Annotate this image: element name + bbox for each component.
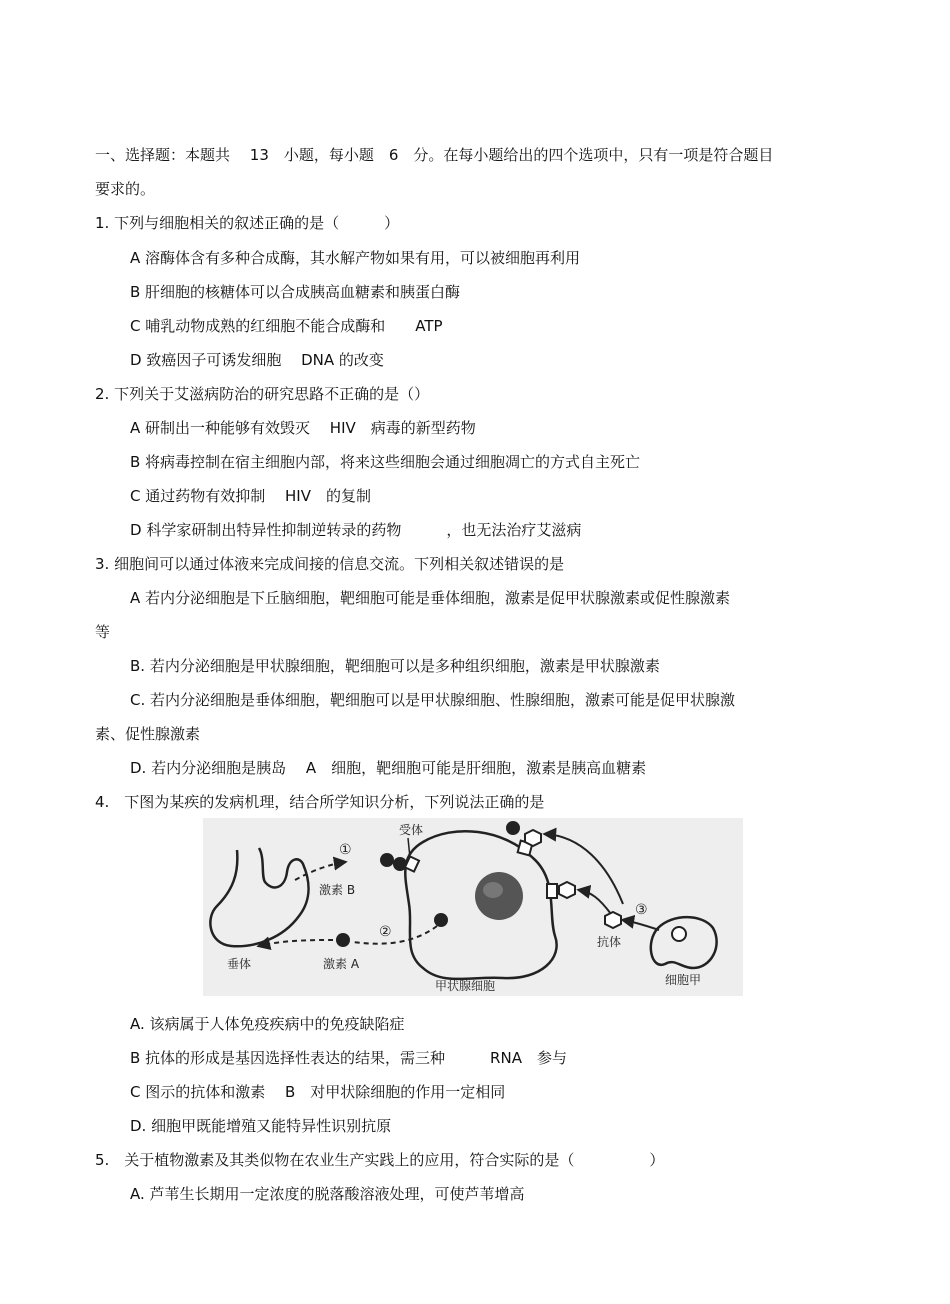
receptor-3 xyxy=(547,884,557,898)
q3-option-a-line1: A 若内分泌细胞是下丘脑细胞，靶细胞可能是垂体细胞，激素是促甲状腺激素或促性腺激素 xyxy=(130,589,731,607)
q2-option-b: B 将病毒控制在宿主细胞内部，将来这些细胞会通过细胞凋亡的方式自主死亡 xyxy=(130,453,641,471)
question-2-stem: 2. 下列关于艾滋病防治的研究思路不正确的是（） xyxy=(95,385,430,403)
hormone-dot-top xyxy=(506,821,520,835)
q1-option-c: C 哺乳动物成熟的红细胞不能合成酶和 ATP xyxy=(130,317,443,335)
q3-option-c-line1: C. 若内分泌细胞是垂体细胞，靶细胞可以是甲状腺细胞、性腺细胞，激素可能是促甲状腺激 xyxy=(130,691,736,709)
q1-option-d: D 致癌因子可诱发细胞 DNA 的改变 xyxy=(130,351,384,369)
label-thyroid: 甲状腺细胞 xyxy=(435,979,496,993)
q3-option-a-line2: 等 xyxy=(95,623,111,641)
q1-option-a: A 溶酶体含有多种合成酶，其水解产物如果有用，可以被细胞再利用 xyxy=(130,249,581,267)
hormone-b-dot-bound xyxy=(393,857,407,871)
label-step3: ③ xyxy=(635,902,648,918)
label-receptor: 受体 xyxy=(399,823,424,837)
section-heading-line2: 要求的。 xyxy=(95,180,156,198)
q3-option-d: D. 若内分泌细胞是胰岛 A 细胞，靶细胞可能是肝细胞，激素是胰高血糖素 xyxy=(130,759,647,777)
hormone-b-dot xyxy=(380,853,394,867)
question-1-stem: 1. 下列与细胞相关的叙述正确的是（ ） xyxy=(95,214,400,232)
q5-option-a: A. 芦苇生长期用一定浓度的脱落酸溶液处理，可使芦苇增高 xyxy=(130,1185,525,1203)
q2-option-c: C 通过药物有效抑制 HIV 的复制 xyxy=(130,487,371,505)
q4-option-d: D. 细胞甲既能增殖又能特异性识别抗原 xyxy=(130,1117,392,1135)
label-antibody: 抗体 xyxy=(597,935,622,949)
label-step1: ① xyxy=(339,842,352,858)
q4-option-c: C 图示的抗体和激素 B 对甲状除细胞的作用一定相同 xyxy=(130,1083,506,1101)
q2-option-d: D 科学家研制出特异性抑制逆转录的药物 ，也无法治疗艾滋病 xyxy=(130,521,582,539)
antigen-circle xyxy=(672,927,686,941)
label-hormone-b: 激素 B xyxy=(319,883,356,897)
question-3-stem: 3. 细胞间可以通过体液来完成间接的信息交流。下列相关叙述错误的是 xyxy=(95,555,565,573)
antibody-top xyxy=(525,830,541,846)
q3-option-b: B. 若内分泌细胞是甲状腺细胞，靶细胞可以是多种组织细胞，激素是甲状腺激素 xyxy=(130,657,660,675)
question-5-stem: 5. 关于植物激素及其类似物在农业生产实践上的应用，符合实际的是（ ） xyxy=(95,1151,665,1169)
q4-option-b: B 抗体的形成是基因选择性表达的结果，需三种 RNA 参与 xyxy=(130,1049,567,1067)
section-heading-line1: 一、选择题：本题共 13 小题，每小题 6 分。在每小题给出的四个选项中，只有一项是符合题目 xyxy=(95,146,774,164)
q2-option-a: A 研制出一种能够有效毁灭 HIV 病毒的新型药物 xyxy=(130,419,476,437)
disease-mechanism-figure xyxy=(203,818,743,996)
label-cell-jia: 细胞甲 xyxy=(665,973,702,987)
hormone-a-dot xyxy=(336,933,350,947)
q1-option-b: B 肝细胞的核糖体可以合成胰高血糖素和胰蛋白酶 xyxy=(130,283,461,301)
question-4-stem: 4. 下图为某疾的发病机理，结合所学知识分析，下列说法正确的是 xyxy=(95,793,545,811)
antibody-right xyxy=(559,882,575,898)
q4-option-a: A. 该病属于人体免疫疾病中的免疫缺陷症 xyxy=(130,1015,405,1033)
label-hormone-a: 激素 A xyxy=(323,957,360,971)
q3-option-c-line2: 素、促性腺激素 xyxy=(95,725,201,743)
antibody-free xyxy=(605,912,621,928)
hormone-a-dot-in-cell xyxy=(434,913,448,927)
label-step2: ② xyxy=(379,924,392,940)
label-pituitary: 垂体 xyxy=(227,957,252,971)
